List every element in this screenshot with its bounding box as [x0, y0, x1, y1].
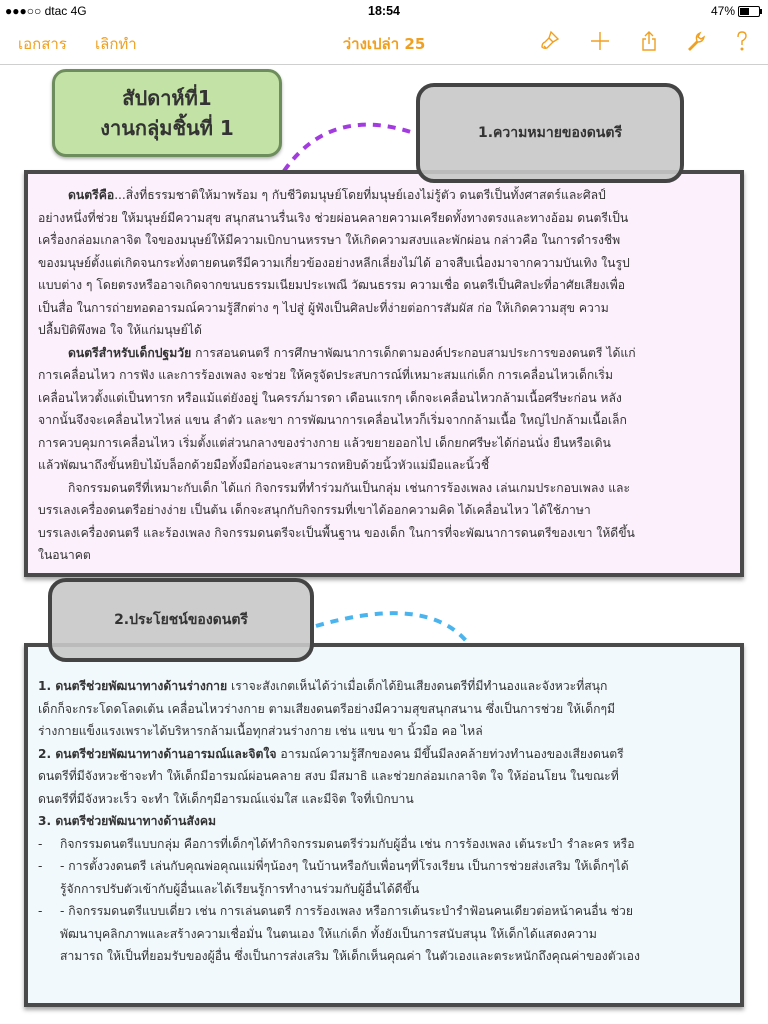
text-line	[38, 297, 730, 320]
line-text: แล้วพัฒนาถึงขั้นหยิบไม้บล็อกด้วยมือทั้งมือก่อนจะสามารถหยิบด้วยนิ้วหัวแม่มือและนิ้วชี้	[38, 458, 490, 472]
text-line	[38, 409, 730, 432]
clock: 18:54	[368, 4, 400, 18]
text-line	[38, 810, 730, 833]
bold-heading: ดนตรีคือ	[68, 188, 115, 202]
text-line	[38, 900, 730, 923]
week-label-line1: สัปดาห์ที่1	[122, 86, 212, 110]
line-text: การสอนดนตรี การศึกษาพัฒนาการเด็กตามองค์ประกอบสามประการของดนตรี ได้แก่	[191, 345, 636, 360]
line-text: ร่างกายแข็งแรงเพราะได้บริหารกล้ามเนื้อทุกส่วนร่างกาย เช่น แขน ขา นิ้วมือ คอ ไหล่	[38, 724, 483, 738]
line-text: สามารถ ให้เป็นที่ยอมรับของผู้อื่น ซึ่งเป็นการส่งเสริม ให้เด็กเห็นคุณค่า ในตัวเองและตระหนักถึงคุณค่าของตัวเอง	[60, 949, 640, 963]
line-text: เราจะสังเกตเห็นได้ว่าเมื่อเด็กได้ยินเสียงดนตรีที่มีทำนองและจังหวะที่สนุก	[227, 679, 608, 693]
line-text: จากนั้นจึงจะเคลื่อนไหวไหล่ แขน ลำตัว และขา การพัฒนาการเคลื่อนไหวก็เริ่มจากกล้ามเนื้อ ใหญ่ไปกล้ามเนื้อเล็ก	[38, 413, 627, 427]
battery-icon	[738, 6, 760, 17]
text-line	[38, 522, 730, 545]
line-text: - การตั้งวงดนตรี เล่นกับคุณพ่อคุณแม่พี่ๆน้องๆ ในบ้านหรือกับเพื่อนๆที่โรงเรียน เป็นการช่วยส่งเสริม ให้เด็กๆได้	[60, 859, 629, 873]
toolbar	[0, 22, 768, 65]
text-line	[38, 765, 730, 788]
text-line	[38, 544, 730, 567]
text-line	[38, 229, 730, 252]
text-line	[38, 252, 730, 275]
text-line	[38, 387, 730, 410]
text-line	[38, 945, 730, 968]
line-text: แบบต่าง ๆ โดยตรงหรืออาจเกิดจากขนบธรรมเนียมประเพณี วัฒนธรรม ความเชื่อ ดนตรีเป็นศิลปะที่อาศัยเสียงเพื่อ	[38, 278, 626, 292]
line-text: เป็นสื่อ ในการถ่ายทอดอารมณ์ความรู้สึกต่าง ๆ ไปสู่ ผู้ฟังเป็นศิลปะที่ง่ายต่อการสัมผัส ก่อ ให้เกิดความสุข ความ	[38, 300, 609, 315]
text-line	[38, 342, 730, 365]
documents-button[interactable]: เอกสาร	[18, 35, 67, 53]
text-line	[38, 878, 730, 901]
line-text: กิจกรรมดนตรีแบบกลุ่ม คือการที่เด็กๆได้ทำกิจกรรมดนตรีร่วมกับผู้อื่น เช่น การร้องเพลง เต้นระบำ รำละคร หรือ	[60, 836, 635, 851]
text-line	[38, 184, 730, 207]
bullet-dash: -	[38, 859, 43, 873]
week-label-box[interactable]	[52, 69, 282, 157]
text-line	[38, 788, 730, 811]
line-text: พัฒนาบุคลิกภาพและสร้างความเชื่อมั่น ในตนเอง ให้แก่เด็ก ทั้งยังเป็นการสนับสนุน ให้เด็กได้แสดงความ	[60, 926, 597, 941]
text-line	[38, 432, 730, 455]
status-bar	[0, 0, 768, 22]
line-text: ดนตรีที่มีจังหวะเร็ว จะทำ ให้เด็กๆมีอารมณ์แจ่มใส และมีจิต ใจที่เบิกบาน	[38, 791, 414, 806]
section1-heading: 1.ความหมายของดนตรี	[478, 125, 622, 141]
line-text: - กิจกรรมดนตรีแบบเดี่ยว เช่น การเล่นดนตรี การร้องเพลง หรือการเต้นระบำรำฟ้อนคนเดียวต่อหน้าคนอื่น ช่วย	[60, 904, 633, 918]
bold-heading: 1. ดนตรีช่วยพัฒนาทางด้านร่างกาย	[38, 679, 228, 693]
week-label-line2: งานกลุ่มชิ้นที่ 1	[100, 116, 234, 140]
line-text: ปลื้มปิติพึงพอ ใจ ให้แก่มนุษย์ได้	[38, 323, 202, 337]
bold-heading: 3. ดนตรีช่วยพัฒนาทางด้านสังคม	[38, 814, 217, 828]
text-line	[38, 675, 730, 698]
text-line	[38, 499, 730, 522]
text-line	[38, 207, 730, 230]
text-line	[38, 274, 730, 297]
section1-content-box[interactable]	[24, 170, 744, 577]
text-line	[38, 319, 730, 342]
connector-section1	[284, 125, 414, 171]
line-text: รู้จักการปรับตัวเข้ากับผู้อื่นและได้เรียนรู้การทำงานร่วมกับผู้อื่นได้ดีขึ้น	[60, 881, 420, 896]
section1-text	[38, 184, 730, 567]
bullet-dash: -	[38, 836, 43, 851]
section2-content-box[interactable]	[24, 643, 744, 1007]
text-line	[38, 833, 730, 856]
carrier-signal: ●●●○○ dtac 4G	[5, 4, 87, 18]
section1-heading-box[interactable]	[416, 83, 684, 183]
line-text: ดนตรีที่มีจังหวะช้าจะทำ ให้เด็กมีอารมณ์ผ่อนคลาย สงบ มีสมาธิ และช่วยกล่อมเกลาจิต ใจ ให้อ่อนโยน ในขณะที่	[38, 769, 619, 783]
battery-status	[711, 4, 760, 18]
plus-icon[interactable]	[587, 28, 613, 54]
paintbrush-icon[interactable]	[537, 28, 563, 54]
line-text: การเคลื่อนไหว การฟัง และการร้องเพลง จะช่วย ให้ครูจัดประสบการณ์ที่เหมาะสมแก่เด็ก การเคลื่อนไหวเด็กเริ่ม	[38, 368, 614, 382]
text-line	[38, 454, 730, 477]
text-line	[38, 698, 730, 721]
line-text: บรรเลงเครื่องดนตรีอย่างง่าย เป็นต้น เด็กจะสนุกกับกิจกรรมที่เขาได้ออกความคิด ได้เคลื่อนไหว ได้ใช้ภาษา	[38, 503, 591, 517]
section2-heading: 2.ประโยชน์ของดนตรี	[114, 612, 248, 628]
bold-heading: ดนตรีสำหรับเด็กปฐมวัย	[68, 345, 192, 360]
battery-percent: 47%	[710, 4, 735, 18]
section2-text	[38, 675, 730, 968]
document-title: ว่างเปล่า 25	[342, 35, 426, 53]
line-text: เครื่องกล่อมเกลาจิต ใจของมนุษย์ให้มีความเบิกบานหรรษา ให้เกิดความสงบและพักผ่อน กล่าวคือ ในการดำรงชีพ	[38, 233, 621, 247]
text-line	[38, 477, 730, 500]
line-text: การควบคุมการเคลื่อนไหว เริ่มตั้งแต่ส่วนกลางของร่างกาย แล้วขยายออกไป เด็กยกศรีษะได้ก่อนนั่ง ยืนหรือเดิน	[38, 435, 611, 450]
line-text: ในอนาคต	[38, 548, 91, 562]
help-icon[interactable]	[729, 28, 755, 54]
wrench-icon[interactable]	[683, 28, 709, 54]
line-text: ของมนุษย์ตั้งแต่เกิดจนกระทั่งตายดนตรีมีความเกี่ยวข้องอย่างหลีกเลี่ยงไม่ได้ อาจสืบเนื่องมาจากความบันเทิง ในรูป	[38, 255, 630, 270]
bold-heading: 2. ดนตรีช่วยพัฒนาทางด้านอารมณ์และจิตใจ	[38, 746, 277, 761]
bullet-dash: -	[38, 904, 43, 918]
line-text: อย่างหนึ่งที่ช่วย ให้มนุษย์มีความสุข สนุกสนานรื่นเริง ช่วยผ่อนคลายความเครียดทั้งทางตรงและทางอ้อม ดนตรีเป็น	[38, 210, 629, 225]
line-text: กิจกรรมดนตรีที่เหมาะกับเด็ก ได้แก่ กิจกรรมที่ทำร่วมกันเป็นกลุ่ม เช่นการร้องเพลง เล่นเกมประกอบเพลง และ	[68, 480, 631, 495]
text-line	[38, 855, 730, 878]
document-canvas	[0, 65, 768, 1024]
line-text: เคลื่อนไหวตั้งแต่เป็นทารก หรือแม้แต่ยังอยู่ ในครรภ์มารดา เดือนแรกๆ เด็กจะเคลื่อนไหวกล้ามเนื้อศรีษะก่อน หลัง	[38, 390, 622, 405]
line-text: เด็กก็จะกระโดดโลดเต้น เคลื่อนไหวร่างกาย ตามเสียงดนตรีอย่างมีความสุขสนุกสนาน ซึ่งเป็นการช่วย ให้เด็กๆมี	[38, 701, 616, 716]
text-line	[38, 923, 730, 946]
line-text: บรรเลงเครื่องดนตรี และร้องเพลง กิจกรรมดนตรีจะเป็นพื้นฐาน ของเด็ก ในการที่จะพัฒนาการดนตรีของเขา ให้ดีขึ้น	[38, 525, 635, 540]
text-line	[38, 743, 730, 766]
line-text: อารมณ์ความรู้สึกของคน มีขึ้นมีลงคล้ายท่วงทำนองของเสียงดนตรี	[276, 746, 624, 761]
text-line	[38, 364, 730, 387]
section2-heading-box[interactable]	[48, 578, 314, 662]
line-text: ...สิ่งที่ธรรมชาติให้มาพร้อม ๆ กับชีวิตมนุษย์โดยที่มนุษย์เองไม่รู้ตัว ดนตรีเป็นทั้งศาสตร์และศิลป์	[114, 188, 606, 202]
share-icon[interactable]	[636, 28, 662, 54]
text-line	[38, 720, 730, 743]
undo-button[interactable]: เลิกทำ	[95, 35, 137, 53]
